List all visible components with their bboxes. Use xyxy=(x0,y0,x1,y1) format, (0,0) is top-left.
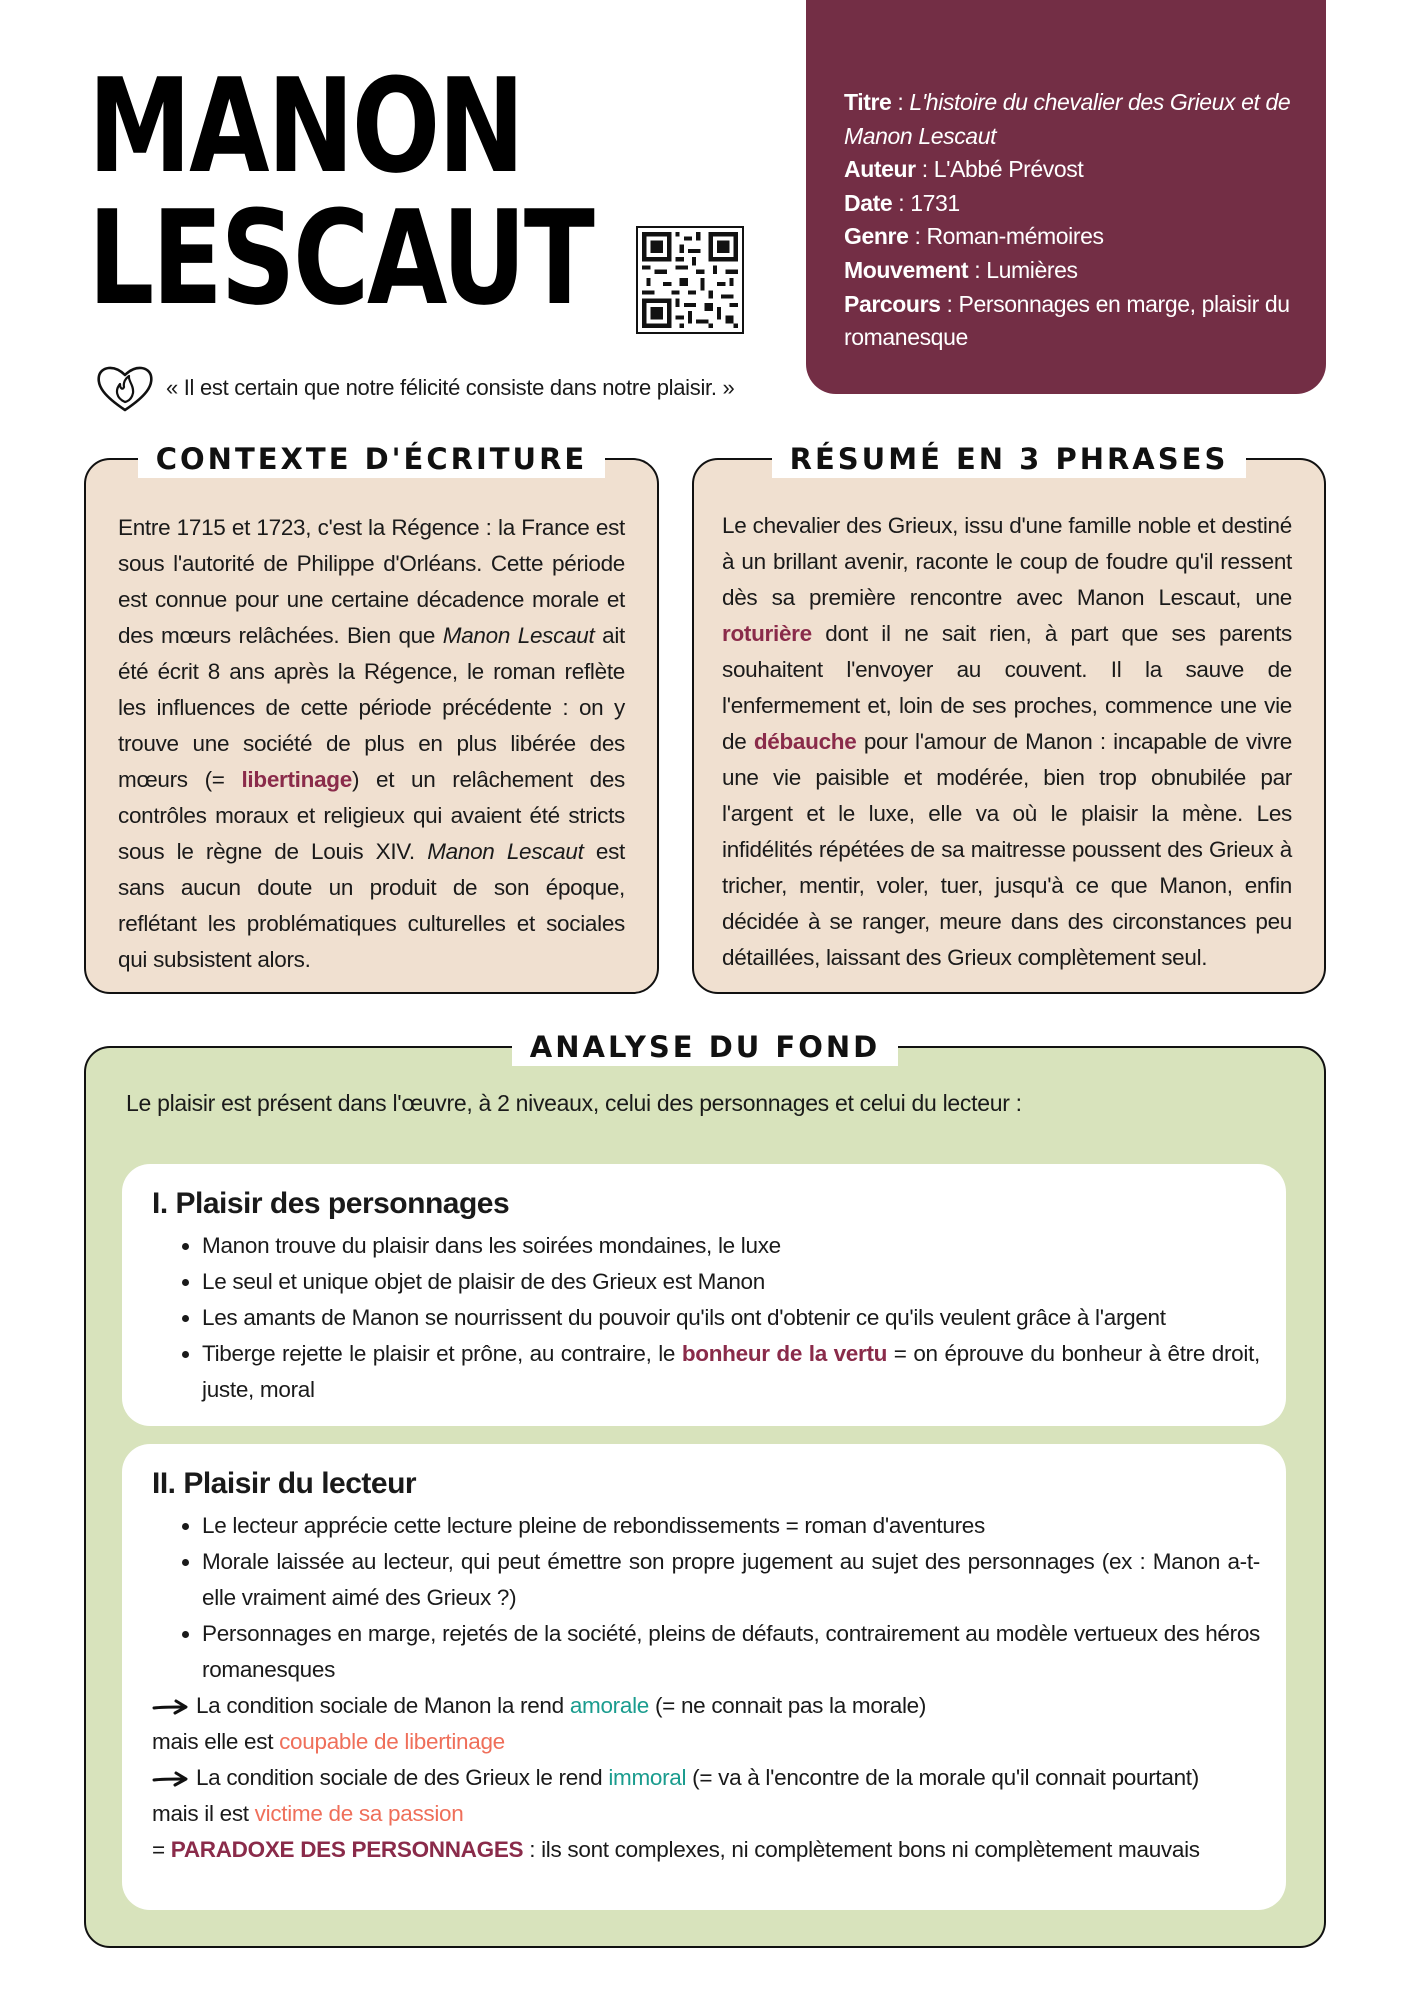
info-auteur: Auteur : L'Abbé Prévost xyxy=(844,156,1084,183)
arrow-right-icon xyxy=(152,1771,190,1787)
debauche-highlight: débauche xyxy=(753,729,857,754)
page-title xyxy=(88,50,593,334)
resume-text: Le chevalier des Grieux, issu d'une famille noble et destiné à un brillant avenir, raconte le coup de foudre qu'il ressent dès sa première rencontre avec Manon Lescaut, une roturière dont il ne sait rien, à part que ses parents souhaitent l'envoyer au couvent. Il la sauve de l'enfermement et, loin de ses proches, commence une vie de débauche pour l'amour de Manon : incapable de vivre une vie paisible et modérée, bien trop obnubilée par l'argent et le luxe, elle va où le plaisir la mène. Les infidélités répétées de sa maitresse poussent des Grieux à tricher, mentir, voler, tuer, jusqu'à ce que Manon, enfin décidée à se ranger, meure dans des circonstances peu détaillées, laissant des Grieux complètement seul. xyxy=(722,513,1292,970)
paradoxe-highlight: PARADOXE DES PERSONNAGES xyxy=(170,1837,524,1862)
resume-title xyxy=(694,440,1324,478)
resume-title-text: RÉSUMÉ EN 3 PHRASES xyxy=(772,440,1247,478)
info-genre-value: Roman-mémoires xyxy=(926,223,1104,250)
info-panel xyxy=(806,0,1326,394)
title-line-2: LESCAUT xyxy=(88,182,593,334)
grieux-condition-line: La condition sociale de des Grieux le rend immoral (= va à l'encontre de la morale qu'il connait pourtant) xyxy=(152,1760,1260,1796)
info-mouvement: Mouvement : Lumières xyxy=(844,256,1078,283)
paradoxe-line: = PARADOXE DES PERSONNAGES : ils sont complexes, ni complètement bons ni complètement mauvais xyxy=(152,1837,1200,1862)
list-item: • Les amants de Manon se nourrissent du pouvoir qu'ils ont d'obtenir ce qu'ils veulent grâce à l'argent xyxy=(202,1300,1260,1336)
info-auteur-value: L'Abbé Prévost xyxy=(933,156,1084,183)
plaisir-lecteur-card xyxy=(122,1444,1286,1910)
info-date-label: Date xyxy=(844,189,893,216)
plaisir-personnages-heading: I. Plaisir des personnages xyxy=(152,1187,510,1220)
manon-coupable-line: mais elle est coupable de libertinage xyxy=(152,1729,505,1754)
list-item: • Le lecteur apprécie cette lecture pleine de rebondissements = roman d'aventures xyxy=(202,1508,1260,1544)
analyse-box xyxy=(84,1030,1326,1948)
amorale-word: amorale xyxy=(569,1693,650,1718)
list-item: • Le seul et unique objet de plaisir de des Grieux est Manon xyxy=(202,1264,1260,1300)
info-parcours-label: Parcours xyxy=(844,290,941,317)
list-item: • Manon trouve du plaisir dans les soirées mondaines, le luxe xyxy=(202,1228,1260,1264)
resume-box xyxy=(692,442,1326,994)
info-titre: Titre : L'histoire du chevalier des Grieux et de Manon Lescaut xyxy=(844,89,1291,149)
info-parcours: Parcours : Personnages en marge, plaisir du romanesque xyxy=(844,290,1290,351)
info-parcours-value: Personnages en marge, plaisir du romanesque xyxy=(844,290,1290,351)
info-auteur-label: Auteur xyxy=(844,156,916,183)
info-date: Date : 1731 xyxy=(844,189,960,216)
vertu-highlight: bonheur de la vertu xyxy=(681,1341,888,1366)
title-line-1: MANON xyxy=(88,50,523,202)
plaisir-lecteur-heading: II. Plaisir du lecteur xyxy=(152,1467,417,1500)
info-genre-label: Genre xyxy=(844,223,909,250)
list-item: • Morale laissée au lecteur, qui peut émettre son propre jugement au sujet des personnages (ex : Manon a-t-elle vraiment aimé des Grieux ?) xyxy=(202,1544,1260,1616)
info-date-value: 1731 xyxy=(910,189,960,216)
grieux-victime-line: mais il est victime de sa passion xyxy=(152,1801,464,1826)
contexte-title-text: CONTEXTE D'ÉCRITURE xyxy=(138,440,605,478)
analyse-intro: Le plaisir est présent dans l'œuvre, à 2 niveaux, celui des personnages et celui du lecteur : xyxy=(126,1090,1022,1116)
coupable-word: coupable de libertinage xyxy=(279,1729,505,1754)
qr-code-icon[interactable] xyxy=(636,226,744,334)
plaisir-lecteur-list xyxy=(152,1508,1260,1688)
list-item: • Tiberge rejette le plaisir et prône, au contraire, le bonheur de la vertu = on éprouve du bonheur à être droit, juste, moral xyxy=(202,1336,1260,1408)
analyse-title-text: ANALYSE DU FOND xyxy=(512,1028,898,1066)
plaisir-personnages-list xyxy=(152,1228,1260,1408)
info-mouvement-label: Mouvement xyxy=(844,256,969,283)
quote-text: « Il est certain que notre félicité consiste dans notre plaisir. » xyxy=(166,375,735,400)
immoral-word: immoral xyxy=(608,1765,687,1790)
contexte-box xyxy=(84,442,659,994)
list-item: • Personnages en marge, rejetés de la société, pleins de défauts, contrairement au modèle vertueux des héros romanesques xyxy=(202,1616,1260,1688)
info-mouvement-value: Lumières xyxy=(986,256,1078,283)
info-genre: Genre : Roman-mémoires xyxy=(844,223,1104,250)
heart-flame-icon xyxy=(94,362,156,414)
arrow-right-icon xyxy=(152,1699,190,1715)
info-titre-value: L'histoire du chevalier des Grieux et de Manon Lescaut xyxy=(844,89,1291,149)
info-titre-label: Titre xyxy=(844,89,892,115)
quote-row xyxy=(94,362,734,414)
roturiere-highlight: roturière xyxy=(722,621,812,646)
libertinage-highlight: libertinage xyxy=(241,767,352,792)
contexte-title xyxy=(86,440,657,478)
victime-word: victime de sa passion xyxy=(254,1801,464,1826)
manon-condition-line: La condition sociale de Manon la rend amorale (= ne connait pas la morale) xyxy=(152,1688,1260,1724)
plaisir-personnages-card xyxy=(122,1164,1286,1426)
analyse-title xyxy=(86,1028,1324,1066)
contexte-text: Entre 1715 et 1723, c'est la Régence : la France est sous l'autorité de Philippe d'Orléans. Cette période est connue pour une certaine décadence morale et des mœurs relâchées. Bien que Manon Lescaut ait été écrit 8 ans après la Régence, le roman reflète les influences de cette période précédente : on y trouve une société de plus en plus libérée des mœurs (= libertinage) et un relâchement des contrôles moraux et religieux qui avaient été stricts sous le règne de Louis XIV. Manon Lescaut est sans aucun doute un produit de son époque, reflétant les problématiques culturelles et sociales qui subsistent alors. xyxy=(118,515,626,972)
